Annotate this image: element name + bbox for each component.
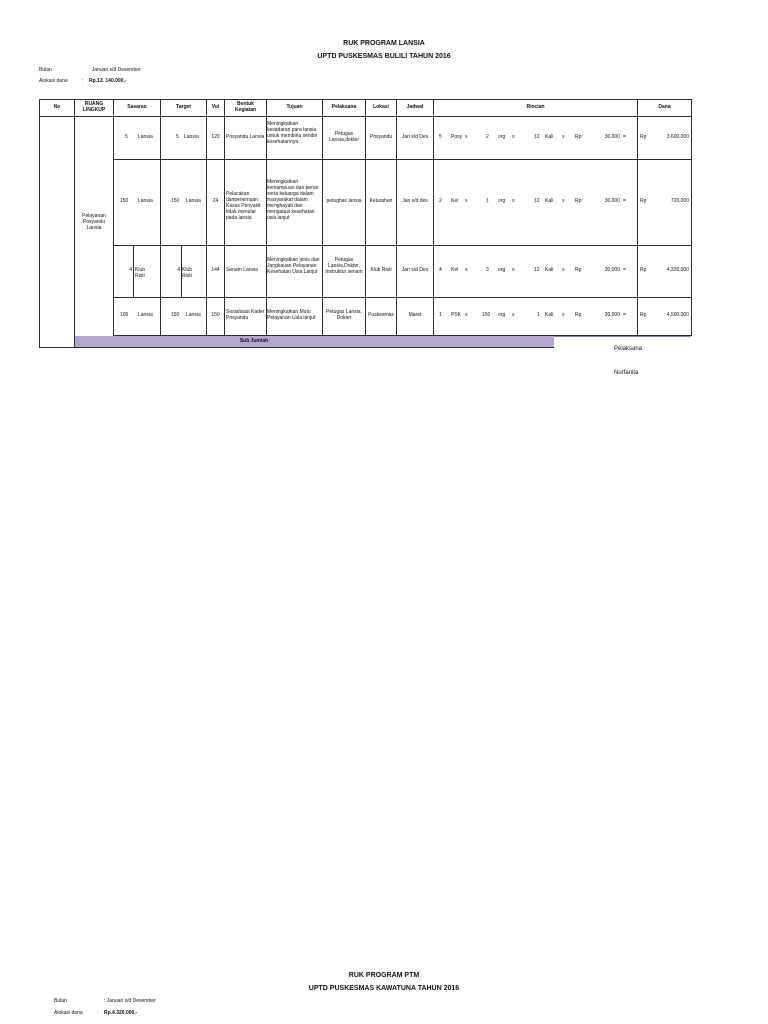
rincian-rp: Rp [575, 198, 582, 204]
sasaran-unit: Lansia [138, 134, 153, 140]
dana-rp: Rp [640, 134, 647, 140]
pelaksana-text: Petugas Lansia,dokter [328, 131, 360, 143]
sasaran-number: 4 [129, 267, 132, 273]
doc2-title-line1: RUK PROGRAM PTM [348, 972, 420, 979]
pelaksana-text: petughas lansia [326, 198, 362, 204]
tujuan-text: Meningkatkan Mutu Pelayanan Usia lanjut [267, 309, 316, 321]
pelaksana-text: Petugas Lansia,Dokter, Instruktur senam [325, 257, 363, 275]
rincian-qty1: 4 [439, 267, 442, 273]
rincian-price: 30,000 [604, 312, 620, 318]
header-ruang-lingkup: RUANG LINGKUP [82, 101, 106, 113]
bentuk-kegiatan: Posyandu Lansia [226, 134, 265, 140]
tujuan-text: Meningkatkan jenis dan Jangkauan Pelayanan Kesehatan Usia Lanjut [267, 257, 320, 275]
target-unit: Lansia [186, 198, 201, 204]
header-pelaksana: Pelaksana [331, 104, 357, 110]
bentuk-kegiatan: Senam Lansia [226, 267, 258, 273]
rincian-times1: x [465, 198, 468, 204]
doc2-alokasi-label: Alokasi dana [54, 1010, 83, 1016]
dana-rp: Rp [640, 267, 647, 273]
rincian-qty1: 1 [439, 312, 442, 318]
rincian-times2: x [512, 198, 515, 204]
target-number: 150 [171, 198, 180, 204]
dana-rp: Rp [640, 198, 647, 204]
sasaran-number: 150 [120, 198, 129, 204]
jadwal-text: Jan s/d Des [401, 134, 429, 140]
target-number: 4 [177, 267, 180, 273]
jadwal-text: Jan s/d des [402, 198, 428, 204]
rincian-unit1: Posy [451, 134, 463, 140]
rincian-unit1: Kel [451, 198, 459, 204]
header-rincian: Rincian [526, 104, 545, 110]
sasaran-unit: Lansia [138, 312, 153, 318]
rincian-rp: Rp [575, 134, 582, 140]
sub-jumlah-label: Sub Jumlah [239, 338, 269, 344]
rincian-qty2: 150 [482, 312, 491, 318]
target-unit: Klub Risti [182, 267, 193, 279]
rincian-times3: x [562, 198, 565, 204]
sasaran-number: 105 [120, 312, 129, 318]
dana-value: 4,500,000 [666, 312, 689, 318]
program-table [0, 0, 768, 360]
jadwal-text: Jan s/d Des [401, 267, 429, 273]
rincian-times3: x [562, 312, 565, 318]
rincian-unit2: org [498, 134, 506, 140]
lokasi-text: Posyandu [369, 134, 393, 140]
header-jadwal: Jadwal [406, 104, 424, 110]
dana-value: 720,000 [670, 198, 689, 204]
rincian-equals: = [623, 267, 626, 273]
rincian-qty2: 2 [486, 134, 489, 140]
header-tujuan: Tujuan [286, 104, 303, 110]
header-target: Target [176, 104, 191, 110]
rincian-unit2: org [498, 312, 506, 318]
rincian-equals: = [623, 312, 626, 318]
vol-value: 120 [211, 134, 220, 140]
rincian-times3: x [562, 134, 565, 140]
rincian-times2: x [512, 312, 515, 318]
rincian-price: 30,000 [604, 198, 620, 204]
rincian-equals: = [623, 198, 626, 204]
doc2-bulan-value: : Januari s/d Desember [104, 998, 156, 1004]
sasaran-unit: Lansia [138, 198, 153, 204]
doc1-alokasi-colon: : [82, 78, 84, 84]
header-sasaran: Sasaran [127, 104, 147, 110]
dana-value: 4,320,000 [666, 267, 689, 273]
rincian-qty2: 3 [486, 267, 489, 273]
sasaran-number: 5 [125, 134, 128, 140]
rincian-times2: x [512, 267, 515, 273]
rincian-unit3: Kali [545, 267, 554, 273]
header-no: No [53, 104, 61, 110]
bentuk-kegiatan: Sosialisasi Kader Posyandu [226, 309, 265, 321]
rincian-equals: = [623, 134, 626, 140]
rincian-unit3: Kali [545, 312, 554, 318]
vol-value: 144 [211, 267, 220, 273]
rincian-qty3: 12 [534, 198, 540, 204]
rincian-qty3: 12 [534, 134, 540, 140]
rincian-unit1: PSK [451, 312, 462, 318]
doc1-alokasi-label: Alokasi dana [39, 78, 68, 84]
rincian-rp: Rp [575, 267, 582, 273]
rincian-times1: x [465, 267, 468, 273]
header-vol: Vol [211, 104, 220, 110]
doc1-alokasi-value: Rp.13. 140.000,- [89, 78, 127, 84]
rincian-qty3: 1 [537, 312, 540, 318]
doc1-title-line1: RUK PROGRAM LANSIA [343, 40, 425, 47]
tujuan-text: Meningkatkan kesadaran para lansia untuk membina sendiri kesehatannya [267, 121, 318, 145]
rincian-rp: Rp [575, 312, 582, 318]
signer-name: Nurfanita [614, 370, 639, 376]
header-dana: Dana [658, 104, 671, 110]
doc2-alokasi-value: Rp.4.320.000,- [104, 1010, 138, 1016]
rincian-price: 30,000 [604, 267, 620, 273]
target-number: 5 [176, 134, 179, 140]
rincian-times3: x [562, 267, 565, 273]
rincian-unit2: org [498, 198, 506, 204]
rincian-qty2: 1 [486, 198, 489, 204]
rincian-times2: x [512, 134, 515, 140]
target-unit: Lansia [184, 134, 199, 140]
doc2-alokasi-colon: : [97, 1010, 99, 1016]
dana-rp: Rp [640, 312, 647, 318]
doc1-bulan-value: : Januari s/d Desember [89, 67, 141, 73]
header-bentuk-kegiatan: Bentuk Kegiatan [234, 101, 257, 113]
rincian-times1: x [465, 312, 468, 318]
lokasi-text: Kelurahan [369, 198, 393, 204]
rincian-unit3: Kali [545, 198, 554, 204]
rincian-unit2: org [498, 267, 506, 273]
vol-value: 24 [212, 198, 219, 204]
rincian-qty1: 5 [439, 134, 442, 140]
pelaksana-text: Petugas Lansia, Dokter [326, 309, 362, 321]
bentuk-kegiatan: Pelacakan danpenemuan Kasus Penyakit tidak menular pada lansia [226, 191, 261, 221]
lokasi-text: Klub Risti [370, 267, 392, 273]
header-lokasi: Lokasi [373, 104, 389, 110]
rincian-qty1: 2 [439, 198, 442, 204]
doc1-bulan-label: Bulan [39, 67, 52, 73]
doc2-bulan-label: Bulan [54, 998, 67, 1004]
lokasi-text: Puskesmas [368, 312, 394, 318]
rincian-price: 30,000 [604, 134, 620, 140]
rincian-times1: x [465, 134, 468, 140]
rincian-unit1: Kel [451, 267, 459, 273]
doc1-title-line2: UPTD PUSKESMAS BULILI TAHUN 2016 [317, 53, 451, 60]
target-number: 150 [171, 312, 180, 318]
doc2-title-line2: UPTD PUSKESMAS KAWATUNA TAHUN 2016 [308, 985, 460, 992]
ruang-lingkup-cell: Pelayanan Posyandu Lansia [82, 213, 106, 231]
dana-value: 3,600,000 [666, 134, 689, 140]
rincian-unit3: Kali [545, 134, 554, 140]
jadwal-text: Maret [408, 312, 422, 318]
target-unit: Lansia [186, 312, 201, 318]
pelaksana-signature-label: Pelaksana [614, 346, 643, 352]
tujuan-text: Meningkatkan kemampuan dan peran serta keluarga dalam masyarakat dalam menghayati dan mengatasi kesehatan usia lanjut [267, 179, 319, 221]
rincian-qty3: 12 [534, 267, 540, 273]
vol-value: 150 [211, 312, 220, 318]
sasaran-unit: Klub Risti [135, 267, 146, 279]
